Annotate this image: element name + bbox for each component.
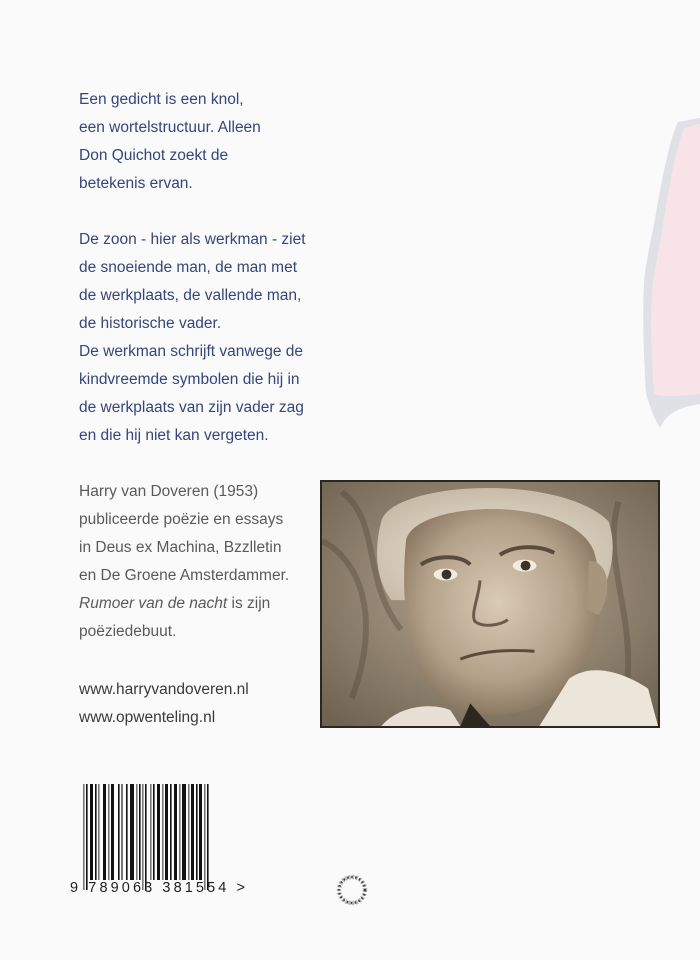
blurb-line: Een gedicht is een knol, xyxy=(79,91,244,108)
blurb-line: en die hij niet kan vergeten. xyxy=(79,427,269,444)
blurb-line: een wortelstructuur. Alleen xyxy=(79,119,261,136)
blurb-line: de historische vader. xyxy=(79,315,222,332)
author-website-link[interactable]: www.harryvandoveren.nl xyxy=(79,681,249,698)
blurb-line: de werkplaats van zijn vader zag xyxy=(79,399,304,416)
blurb-line: De zoon - hier als werkman - ziet xyxy=(79,231,306,248)
bio-line: in Deus ex Machina, Bzzlletin xyxy=(79,539,282,556)
blurb-line: betekenis ervan. xyxy=(79,175,193,192)
blurb-stanza-1 xyxy=(79,86,261,198)
blurb-line: Don Quichot zoekt de xyxy=(79,147,229,164)
blurb-line: kindvreemde symbolen die hij in xyxy=(79,371,300,388)
bio-text: is zijn xyxy=(227,595,271,612)
bio-line: publiceerde poëzie en essays xyxy=(79,511,284,528)
bio-line: poëziedebuut. xyxy=(79,623,177,640)
author-bio xyxy=(79,478,289,646)
bio-line xyxy=(79,590,289,618)
bio-line: Harry van Doveren (1953) xyxy=(79,483,259,500)
publisher-website-link[interactable]: www.opwenteling.nl xyxy=(79,709,216,726)
portrait-image xyxy=(322,482,658,726)
publisher-logo-icon xyxy=(336,874,368,906)
watercolor-decoration xyxy=(640,118,700,438)
blurb-line: De werkman schrijft vanwege de xyxy=(79,343,303,360)
isbn-number: 9 789063 381554 > xyxy=(70,880,249,896)
blurb-stanza-2 xyxy=(79,226,306,450)
book-title: Rumoer van de nacht xyxy=(79,595,228,612)
website-links xyxy=(79,676,249,732)
blurb-line: de snoeiende man, de man met xyxy=(79,259,297,276)
blurb-line: de werkplaats, de vallende man, xyxy=(79,287,302,304)
author-photo xyxy=(320,480,660,728)
bio-line: en De Groene Amsterdammer. xyxy=(79,567,290,584)
